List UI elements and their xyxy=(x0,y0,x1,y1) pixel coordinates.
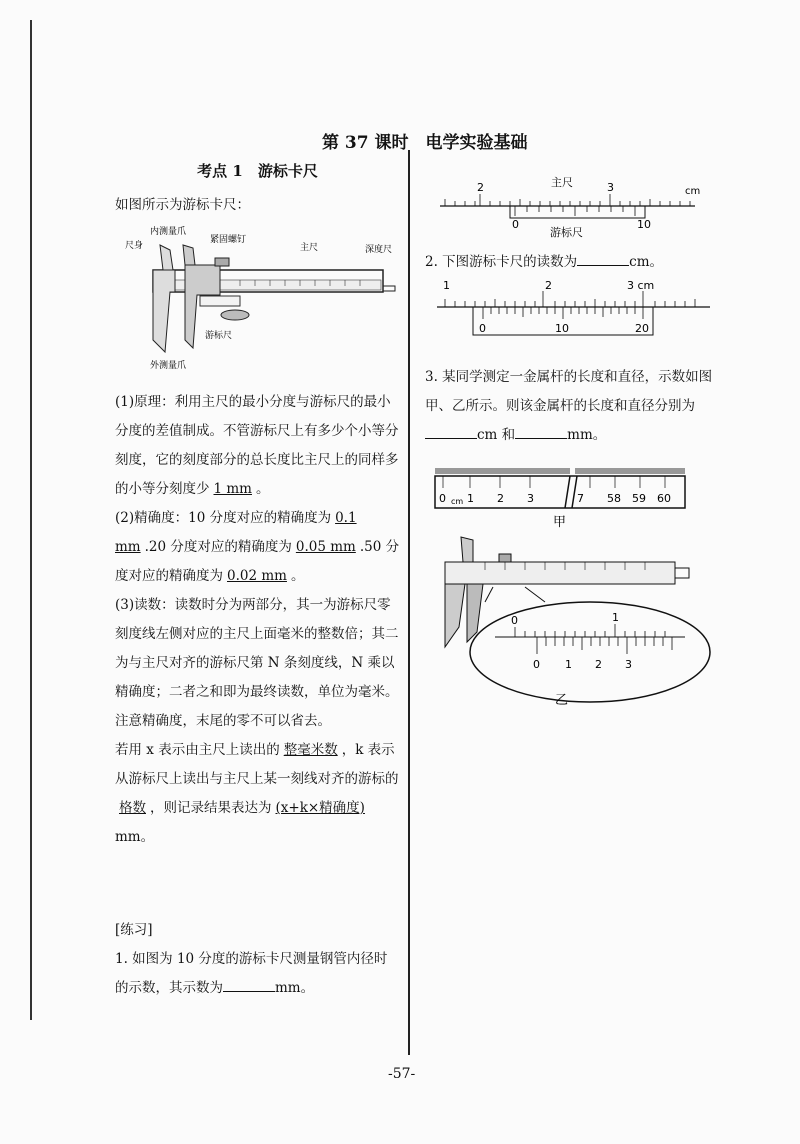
figure-q2-vernier xyxy=(425,277,725,349)
left-column xyxy=(115,160,400,1003)
scan-margin-line xyxy=(30,20,32,1020)
jia-num-60: 60 xyxy=(657,492,671,505)
formula-paragraph: 若用 x 表示由主尺上读出的 整毫米数 ，k 表示从游标尺上读出与主尺上某一刻线对齐的游标的格数 ，则记录结果表达为 (x+k×精确度) mm。 xyxy=(115,742,399,845)
answer-blank-q3-length[interactable] xyxy=(425,426,477,439)
question-1: 1. 如图为 10 分度的游标卡尺测量钢管内径时的示数，其示数为 mm。 xyxy=(115,951,388,996)
q2-main-num-2: 2 xyxy=(545,279,552,292)
answer-blank-q1[interactable] xyxy=(223,979,275,992)
jia-num-59: 59 xyxy=(632,492,646,505)
reading-paragraph: (3)读数：读数时分为两部分，其一为游标尺零刻度线左侧对应的主尺上面毫米的整数倍；其二为与主尺对齐的游标尺第 N 条刻度线，N 乘以精确度；二者之和即为最终读数，单位为毫米。注意精确度，末尾的零不可以省去。 xyxy=(115,597,399,729)
q1-vernier-label: 游标尺 xyxy=(550,226,583,239)
q2-main-num-3cm: 3 cm xyxy=(627,279,655,292)
intro-text: 如图所示为游标卡尺： xyxy=(115,197,250,213)
precision-answer-50: 0.02 mm xyxy=(227,568,287,584)
jia-num-3: 3 xyxy=(527,492,534,505)
practice-header: [练习] xyxy=(115,922,153,938)
figure-jia-ruler xyxy=(425,462,725,532)
yi-vernier-num-2: 2 xyxy=(595,658,602,671)
label-main-scale: 主尺 xyxy=(300,243,319,253)
yi-main-ticks xyxy=(515,624,665,637)
formula-answer-expression: (x+k×精确度) xyxy=(275,800,365,816)
answer-blank-q3-diameter[interactable] xyxy=(515,426,567,439)
formula-answer-count: 格数 xyxy=(119,800,146,816)
q1-vernier-num-0: 0 xyxy=(512,218,519,231)
column-divider xyxy=(408,150,410,1055)
caliper-diagram xyxy=(115,220,400,370)
q1-main-num-2: 2 xyxy=(477,181,484,194)
jia-num-1: 1 xyxy=(467,492,474,505)
q2-main-ticks xyxy=(445,291,695,307)
right-column xyxy=(425,170,725,707)
label-outer-jaw: 外测量爪 xyxy=(150,361,187,370)
q2-vernier-ticks xyxy=(483,307,643,319)
principle-answer: 1 mm xyxy=(213,481,252,497)
yi-vernier-num-3: 3 xyxy=(625,658,632,671)
jia-num-2: 2 xyxy=(497,492,504,505)
question-2: 2. 下图游标卡尺的读数为 cm。 xyxy=(425,254,664,270)
jia-unit: cm xyxy=(451,497,464,506)
label-inner-jaw: 内测量爪 xyxy=(150,227,187,237)
figure-yi-micrometer xyxy=(425,532,725,707)
yi-magnifier-ellipse xyxy=(470,602,710,702)
precision-answer-10: 0.1 mm xyxy=(115,510,357,555)
q2-vernier-num-20: 20 xyxy=(635,322,649,335)
question-3: 3. 某同学测定一金属杆的长度和直径，示数如图甲、乙所示。则该金属杆的长度和直径分别为cm 和 mm。 xyxy=(425,369,713,443)
q1-vernier-num-10: 10 xyxy=(637,218,651,231)
figure-q1-vernier xyxy=(425,170,725,240)
yi-vernier-num-0: 0 xyxy=(533,658,540,671)
label-body: 尺身 xyxy=(125,241,144,251)
q1-main-ticks xyxy=(445,194,690,206)
formula-answer-integer-mm: 整毫米数 xyxy=(283,742,338,758)
page-title: 第 37 课时 电学实验基础 xyxy=(322,133,528,153)
q1-main-label: 主尺 xyxy=(551,176,573,189)
yi-vernier-num-1: 1 xyxy=(565,658,572,671)
precision-paragraph: (2)精确度：10 分度对应的精确度为 0.1 mm .20 分度对应的精确度为 0.05 mm .50 分度对应的精确度为 0.02 mm 。 xyxy=(115,510,400,584)
yi-vernier-ticks xyxy=(537,637,672,654)
q1-unit: cm xyxy=(685,186,701,197)
q1-vernier-ticks xyxy=(515,206,635,216)
jia-num-7: 7 xyxy=(577,492,584,505)
principle-paragraph: (1)原理：利用主尺的最小分度与游标尺的最小分度的差值制成。不管游标尺上有多少个小等分刻度，它的刻度部分的总长度比主尺上的同样多的小等分刻度少 1 mm 。 xyxy=(115,394,399,497)
jia-num-58: 58 xyxy=(607,492,621,505)
jia-ticks xyxy=(443,476,665,488)
jia-caption: 甲 xyxy=(553,515,567,530)
label-depth-rod: 深度尺 xyxy=(365,245,393,255)
q1-main-num-3: 3 xyxy=(607,181,614,194)
label-vernier: 游标尺 xyxy=(205,331,233,341)
q2-main-num-1: 1 xyxy=(443,279,450,292)
section-heading: 考点 1 游标卡尺 xyxy=(197,162,318,180)
precision-answer-20: 0.05 mm xyxy=(295,539,356,555)
yi-main-num-1: 1 xyxy=(612,611,619,624)
yi-caption: 乙 xyxy=(555,693,569,707)
yi-main-num-0: 0 xyxy=(511,614,518,627)
answer-blank-q2[interactable] xyxy=(577,253,629,266)
q2-vernier-num-0: 0 xyxy=(479,322,486,335)
jia-num-0: 0 xyxy=(439,492,446,505)
page-number: -57- xyxy=(388,1066,416,1082)
label-screw: 紧固螺钉 xyxy=(210,235,247,245)
q2-vernier-num-10: 10 xyxy=(555,322,569,335)
